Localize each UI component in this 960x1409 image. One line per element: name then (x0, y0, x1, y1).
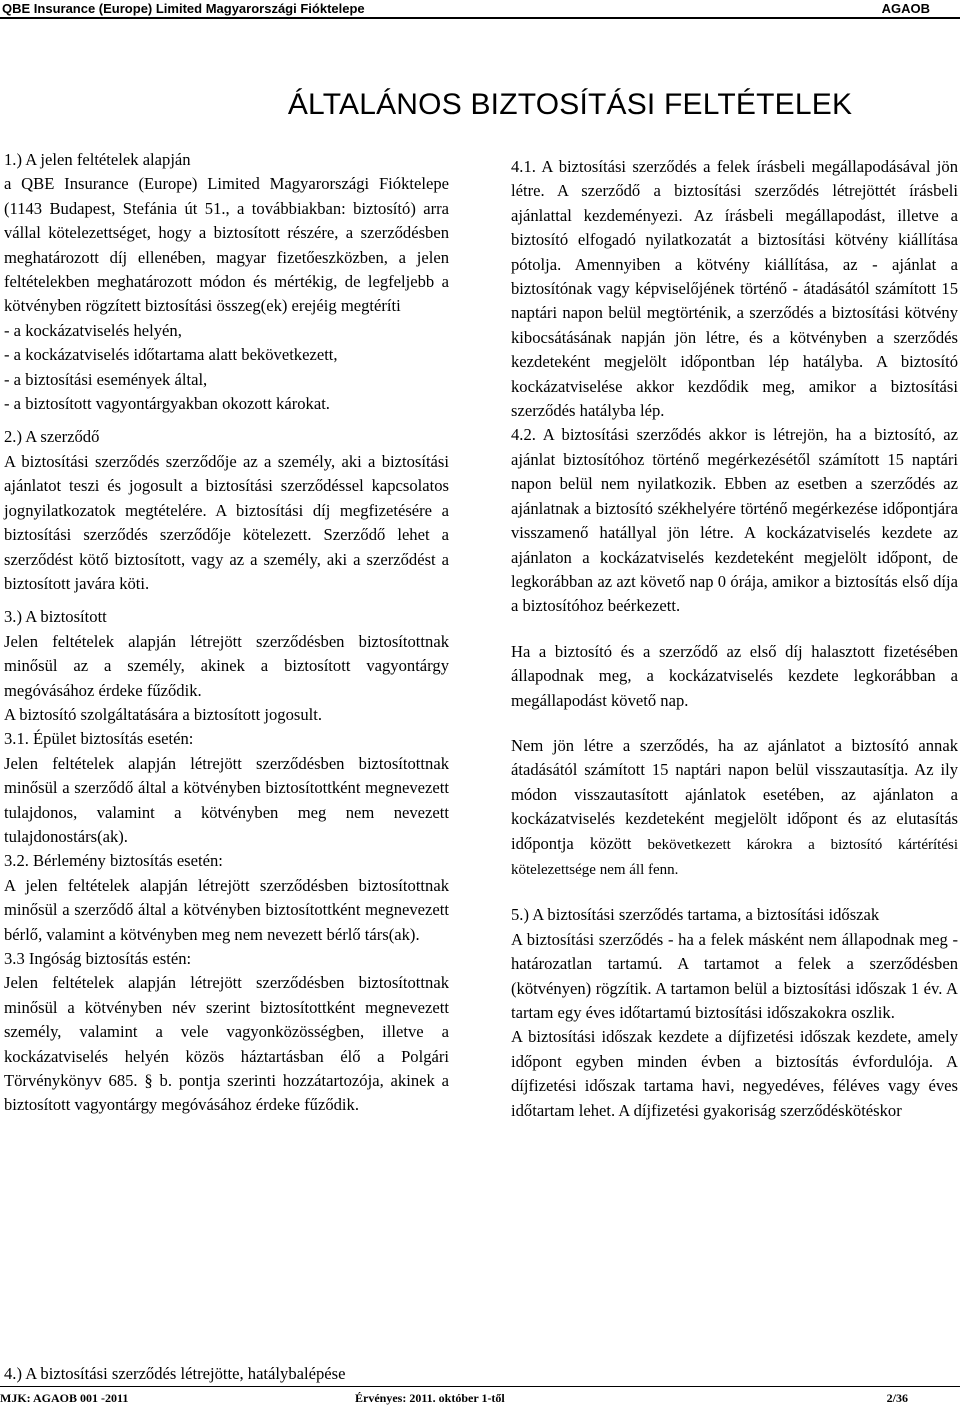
document-title: ÁLTALÁNOS BIZTOSÍTÁSI FELTÉTELEK (287, 88, 853, 121)
section-3-heading: 3.) A biztosított (4, 607, 107, 627)
section-3-line: A biztosító szolgáltatására a biztosított jogosult. (4, 704, 322, 724)
spacer (4, 416, 449, 425)
section-3-2-heading: 3.2. Bérlemény biztosítás esetén: (4, 851, 223, 871)
page-header (0, 0, 960, 17)
section-3-body: Jelen feltételek alapján létrejött szerződésben biztosítottnak minősül az a személy, akinek a biztosított vagyontárgy megóvásához érdeke fűződik. (4, 631, 449, 700)
section-1-intro: 1.) A jelen feltételek alapján (4, 150, 191, 169)
paragraph-rejection-main: Nem jön létre a szerződés, ha az ajánlatot a biztosító annak átadásától számított 15 naptári napon belül visszautasítja. Az ily módon visszautasított ajánlatok esetében, az ajánlaton a kockázatviselés kezdeteként megjelölt időpont és az elutasítás időpontja között (511, 735, 958, 853)
page-footer (0, 1389, 960, 1407)
section-4-2: 4.2. A biztosítási szerződés akkor is létrejön, ha a biztosító, az ajánlat biztosítóhoz történő megérkezésétől számított 15 naptári napon belül nem nyilatkozik. Ebben az esetben a szerződés az ajánlatnak a biztosító székhelyére történő megérkezése időpontjára visszamenő hatállyal jön létre. A kockázatviselés kezdete az ajánlaton a kockázatviselés kezdeteként megjelölt időpont, de legkorábban az azt követő nap 0 órája, amikor a biztosítás első díja a biztosítóhoz beérkezett. (511, 425, 958, 616)
section-2-body: A biztosítási szerződés szerződője az a személy, aki a biztosítási ajánlatot teszi és jogosult a biztosítási szerződéssel kapcsolatos jognyilatkozatok megtételére. A biztosítási díj megfizetésére a biztosítási szerződés szerződője kötelezett. Szerződő lehet a szerződést kötő biztosított, vagy az a személy, aki a szerződést a biztosított javára köti. (4, 451, 449, 593)
section-1-item: - a kockázatviselés helyén, (4, 320, 182, 340)
section-3-1-heading: 3.1. Épület biztosítás esetén: (4, 729, 194, 749)
footer-doc-code: MJK: AGAOB 001 -2011 (0, 1391, 129, 1405)
section-4-heading: 4.) A biztosítási szerződés létrejötte, hatálybalépése (4, 1364, 346, 1383)
left-column (4, 148, 449, 1118)
section-2-heading: 2.) A szerződő (4, 427, 100, 447)
section-1-body: a QBE Insurance (Europe) Limited Magyarországi Fióktelepe (1143 Budapest, Stefánia út 51., a továbbiakban: biztosító) arra vállal kötelezettséget, hogy a biztosított részére, a szerződésben meghatározott díj ellenében, magyar fizetőeszközben, a jelen feltételekben meghatározott módon és mértékig, de legfeljebb a kötvényben rögzített biztosítási összeg(ek) erejéig megtéríti (4, 174, 449, 316)
right-column (511, 155, 958, 1123)
paragraph-rejection (511, 734, 958, 882)
section-5-heading: 5.) A biztosítási szerződés tartama, a biztosítási időszak (511, 905, 880, 925)
spacer (4, 596, 449, 605)
section-3-2-body: A jelen feltételek alapján létrejött szerződésben biztosítottnak minősül a szerződő által a kötvényben biztosítottként megnevezett bérlő, valamint a kötvényben meg nem nevezett bérlő társ(ak). (4, 875, 449, 944)
footer-page-number: 2/36 (886, 1391, 908, 1405)
section-5-body: A biztosítási szerződés - ha a felek másként nem állapodnak meg - határozatlan tartamú. A tartamot a felek a szerződésben (kötvényen) rögzítik. A tartamon belül a biztosítási időszak 1 év. A tartam egy éves időtartamú biztosítási időszakokra oszlik. (511, 929, 958, 1022)
paragraph-deferred-payment: Ha a biztosító és a szerződő az első díj halasztott fizetésében állapodnak meg, a kockázatviselés kezdete legkorábban a megállapodást követő nap. (511, 641, 958, 710)
section-4-1: 4.1. A biztosítási szerződés a felek írásbeli megállapodásával jön létre. A szerződő a biztosítási szerződés létrejöttét írásbeli ajánlattal kezdeményezi. Az írásbeli megállapodást, illetve a biztosító elfogadó nyilatkozatát a biztosítási kötvény kiállítása pótolja. Amennyiben a kötvény kiállítása, az - ajánlat a biztosítónak vagy képviselőjének történő - átadásától számított 15 naptári napon belül megtörténik, a szerződés a biztosítási kötvény kibocsátásának napján jön létre, és a kötvényben a szerződés kezdeteként megjelölt időpontban lép hatályba. A biztosító kockázatviselése akkor kezdődik meg, amikor a biztosítási szerződés hatályba lép. (511, 157, 958, 421)
footer-valid-from: Érvényes: 2011. október 1-től (355, 1391, 505, 1405)
paragraph-rejection-small: bekövetkezett károkra a biztosító kártérítési kötelezettsége nem áll fenn. (511, 836, 958, 878)
footer-rule (0, 1386, 960, 1387)
header-code: AGAOB (881, 1, 930, 16)
header-company: QBE Insurance (Europe) Limited Magyarországi Fióktelepe (2, 1, 365, 16)
section-3-3-heading: 3.3 Ingóság biztosítás estén: (4, 949, 192, 968)
section-5-body-2: A biztosítási időszak kezdete a díjfizetési időszak kezdete, amely időpont egyben minden évben a biztosítás évfordulója. A díjfizetési időszak tartama havi, negyedéves, féléves vagy éves időtartam lehet. A díjfizetési gyakoriság szerződéskötéskor (511, 1027, 958, 1120)
spacer (511, 619, 958, 640)
section-1-item: - a kockázatviselés időtartama alatt bekövetkezett, (4, 345, 338, 365)
section-3-3-body: Jelen feltételek alapján létrejött szerződésben biztosítottnak minősül a kötvényben név szerint biztosítottként megnevezett személy, valamint a vele vagyonközösségben, illetve a kockázatviselés helyén közös háztartásban élő a Polgári Törvénykönyv 685. § b. pontja szerinti hozzátartozója, akinek a biztosított vagyontárgy megóvásához érdeke fűződik. (4, 973, 449, 1115)
spacer (511, 882, 958, 903)
section-3-1-body: Jelen feltételek alapján létrejött szerződésben biztosítottnak minősül a szerződő által a kötvényben biztosítottként megnevezett tulajdonos, valamint a kötvényben meg nem nevezett tulajdonostárs(ak). (4, 753, 449, 846)
spacer (511, 713, 958, 734)
section-1-item: - a biztosítási események által, (4, 369, 208, 389)
header-rule (0, 17, 960, 19)
section-1-item: - a biztosított vagyontárgyakban okozott károkat. (4, 394, 330, 414)
